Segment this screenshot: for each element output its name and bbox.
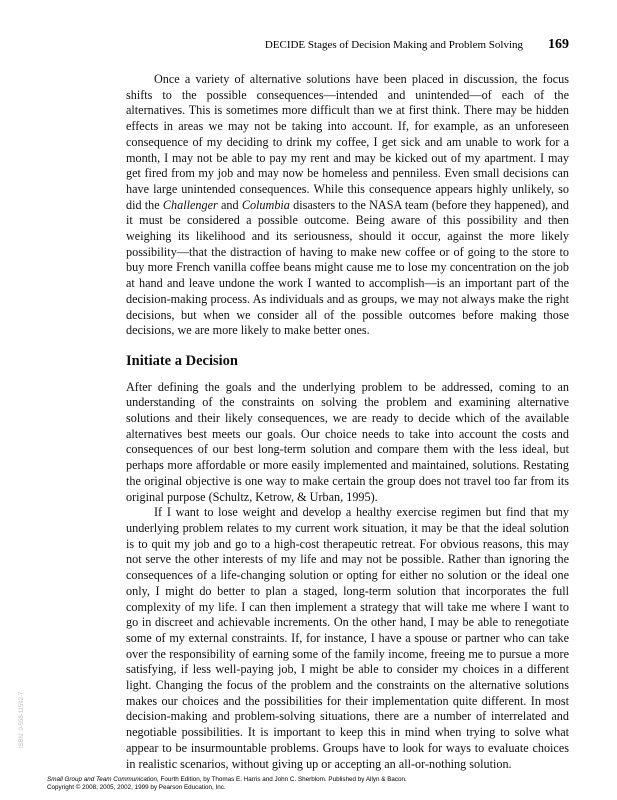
page-number: 169 <box>548 37 569 52</box>
isbn-watermark: ISBN: 0-558-11592-7 <box>19 691 25 748</box>
paragraph-consequences <box>126 72 569 339</box>
paragraph-example: If I want to lose weight and develop a healthy exercise regimen but find that my underlying problem relates to my current work situation, it may be that the ideal solution is to quit my job and go to a high-cost therapeutic retreat. For obvious reasons, this may not serve the other interests of my life and may not be possible. Rather than ignoring the consequences of a life-changing solution or opting for either no solution or the ideal one only, I might do better to plan a staged, long-term solution that incorporates the full complexity of my life. I can then implement a strategy that will take me where I want to go in discreet and achievable increments. On the other hand, I may be able to renegotiate some of my external constraints. If, for instance, I have a spouse or partner who can take over the responsibility of earning some of the family income, freeing me to pursue a more satisfying, if less well-paying job, I might be able to consider my choices in a different light. Changing the focus of the problem and the constraints on the alternative solutions makes our choices and the possibilities for their implementation quite different. In most decision-making and problem-solving situations, there are a number of interrelated and negotiable possibilities. It is important to keep this in mind when trying to solve what appear to be insurmountable problems. Groups have to look for ways to evaluate choices in realistic scenarios, without giving up or accepting an all-or-nothing solution. <box>126 505 569 771</box>
paragraph-text: disasters to the NASA team (before they happened), and it must be considered a possible outcome. Being aware of this possibility and then weighing its likelihood and its seriousness, should it occur, against the more likely possibility—that the distraction of having to make new coffee or of going to the store to buy more French vanilla coffee beans might cause me to lose my concentration on the job at hand and leave undone the work I wanted to accomplish—is an important part of the decision-making process. As individuals and as groups, we may not always make the right decisions, but when we consider all of the possible outcomes before making those decisions, we are more likely to make better ones. <box>126 197 569 338</box>
footer-publication-info: Fourth Edition, by Thomas E. Harris and John C. Sherblom. Published by Allyn & Bacon. <box>158 776 407 783</box>
section-heading: Initiate a Decision <box>126 352 238 369</box>
paragraph-text: Once a variety of alternative solutions have been placed in discussion, the focus shifts to the possible consequences—intended and unintended—of each of the alternatives. This is sometimes more difficult than we at first think. There may be hidden effects in areas we may not be taking into account. If, for example, as an unforeseen consequence of my deciding to drink my coffee, I get sick and am unable to work for a month, I may not be able to pay my rent and may be kicked out of my apartment. I may get fired from my job and may now be homeless and penniless. Even small decisions can have large unintended consequences. While this consequence appears highly unlikely, so did the <box>126 72 569 212</box>
footer-line-2: Copyright © 2008, 2005, 2002, 1999 by Pearson Education, Inc. <box>47 784 226 791</box>
running-head-title: DECIDE Stages of Decision Making and Problem Solving <box>264 39 523 51</box>
body-text <box>126 72 569 772</box>
italic-columbia: Columbia <box>241 197 290 212</box>
footer-line-1 <box>47 776 587 784</box>
copyright-footer <box>47 776 587 792</box>
italic-challenger: Challenger <box>162 197 218 212</box>
footer-book-title: Small Group and Team Communication, <box>47 776 159 783</box>
paragraph-text: and <box>217 197 242 212</box>
paragraph-initiate: After defining the goals and the underlying problem to be addressed, coming to an understanding of the constraints on solving the problem and examining alternative solutions and their likely consequences, we are ready to decide which of the available alternatives best meets our goals. Our choice needs to take into account the costs and consequences of our best long-term solution and compare them with the less ideal, but perhaps more affordable or more easily implemented and maintained, solutions. Restating the original objective is one way to make certain the group does not travel too far from its original purpose (Schultz, Ketrow, & Urban, 1995). <box>126 379 569 504</box>
